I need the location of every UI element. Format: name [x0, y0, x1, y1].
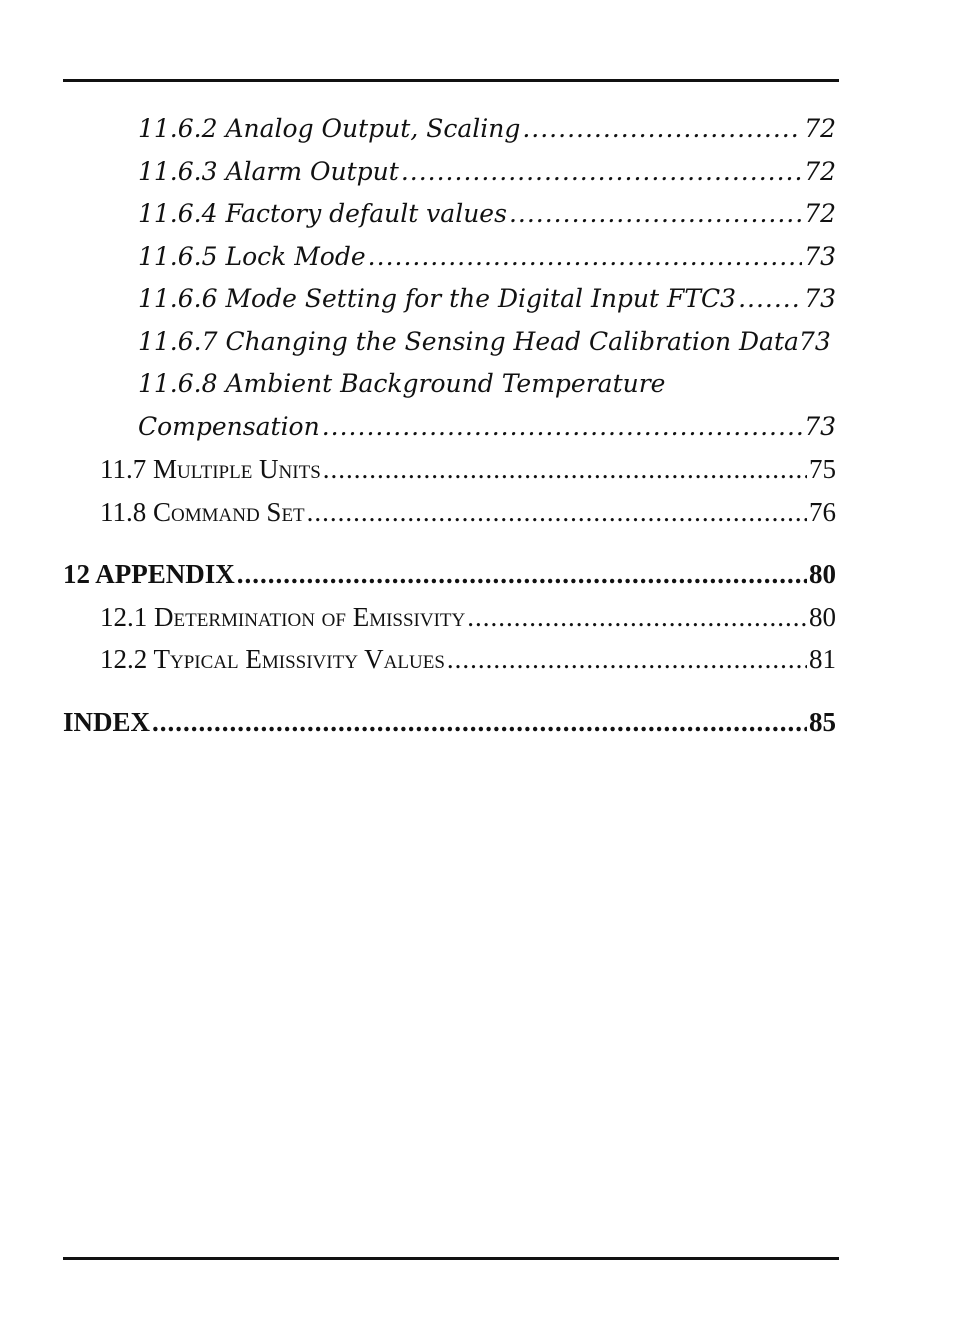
toc-entry-page: 72: [804, 114, 836, 143]
toc-entry-11-6-5[interactable]: [63, 236, 836, 279]
bottom-rule: [63, 1257, 839, 1260]
toc-chapter-12[interactable]: [63, 553, 836, 596]
toc-entry-11-6-6[interactable]: [63, 278, 836, 321]
toc-section-page: 75: [809, 454, 836, 484]
dot-leader: [307, 491, 807, 534]
toc-entry-11-6-8-line1[interactable]: [63, 363, 836, 406]
spacer: [63, 533, 836, 553]
dot-leader: [368, 236, 803, 279]
dot-leader: [401, 151, 802, 194]
toc-section-label: 11.8 Command Set: [100, 496, 305, 527]
toc-chapter-page: 80: [809, 559, 836, 589]
dot-leader: [322, 406, 802, 449]
toc-entry-label: 11.6.3 Alarm Output: [138, 156, 399, 186]
toc-section-label: 12.2 Typical Emissivity Values: [100, 644, 445, 674]
toc-entry-11-6-3[interactable]: [63, 151, 836, 194]
toc-entry-page: 73: [804, 411, 836, 441]
spacer: [63, 681, 836, 701]
toc-entry-label: 11.6.7 Changing the Sensing Head Calibration Data: [138, 326, 799, 356]
toc-entry-label: 11.6.2 Analog Output, Scaling: [138, 114, 521, 143]
toc-section-11-7[interactable]: [63, 448, 836, 491]
toc-section-label: 12.1 Determination of Emissivity: [100, 601, 466, 632]
toc-section-11-8[interactable]: [63, 491, 836, 534]
toc-entry-label: 11.6.4 Factory default values: [138, 199, 507, 228]
toc-section-12-2[interactable]: [63, 638, 836, 681]
dot-leader: [738, 278, 802, 321]
toc-entry-11-6-4[interactable]: [63, 193, 836, 236]
dot-leader: [509, 193, 802, 236]
toc-entry-page: 72: [804, 156, 836, 186]
toc-entry-page: 73: [798, 326, 831, 356]
toc-entry-11-6-2[interactable]: [63, 108, 836, 151]
toc-index-label: INDEX: [63, 706, 151, 737]
dot-leader: [467, 596, 807, 639]
toc-entry-label: 11.6.8 Ambient Background Temperature: [138, 369, 666, 398]
dot-leader: [522, 108, 802, 151]
toc-index-page: 85: [809, 706, 836, 737]
toc-entry-11-6-7[interactable]: [63, 321, 836, 364]
toc-section-page: 80: [809, 601, 836, 632]
toc-section-label: 11.7 Multiple Units: [100, 454, 321, 484]
top-rule: [63, 79, 839, 82]
toc-entry-page: 73: [804, 241, 836, 271]
toc-entry-label: 11.6.6 Mode Setting for the Digital Input FTC3: [138, 284, 737, 313]
toc-section-page: 76: [809, 496, 836, 527]
toc-entry-11-6-8-line2[interactable]: [63, 406, 836, 449]
dot-leader: [152, 701, 807, 744]
toc-section-page: 81: [809, 644, 836, 674]
toc-entry-page: 72: [804, 199, 836, 228]
toc-index[interactable]: [63, 701, 836, 744]
toc-chapter-label: 12 APPENDIX: [63, 559, 235, 589]
table-of-contents: [63, 108, 836, 743]
dot-leader: [447, 638, 807, 681]
toc-entry-label: 11.6.5 Lock Mode: [138, 241, 366, 271]
dot-leader: [237, 553, 807, 596]
toc-section-12-1[interactable]: [63, 596, 836, 639]
toc-entry-page: 73: [804, 284, 836, 313]
toc-entry-label: Compensation: [138, 411, 320, 441]
dot-leader: [323, 448, 807, 491]
